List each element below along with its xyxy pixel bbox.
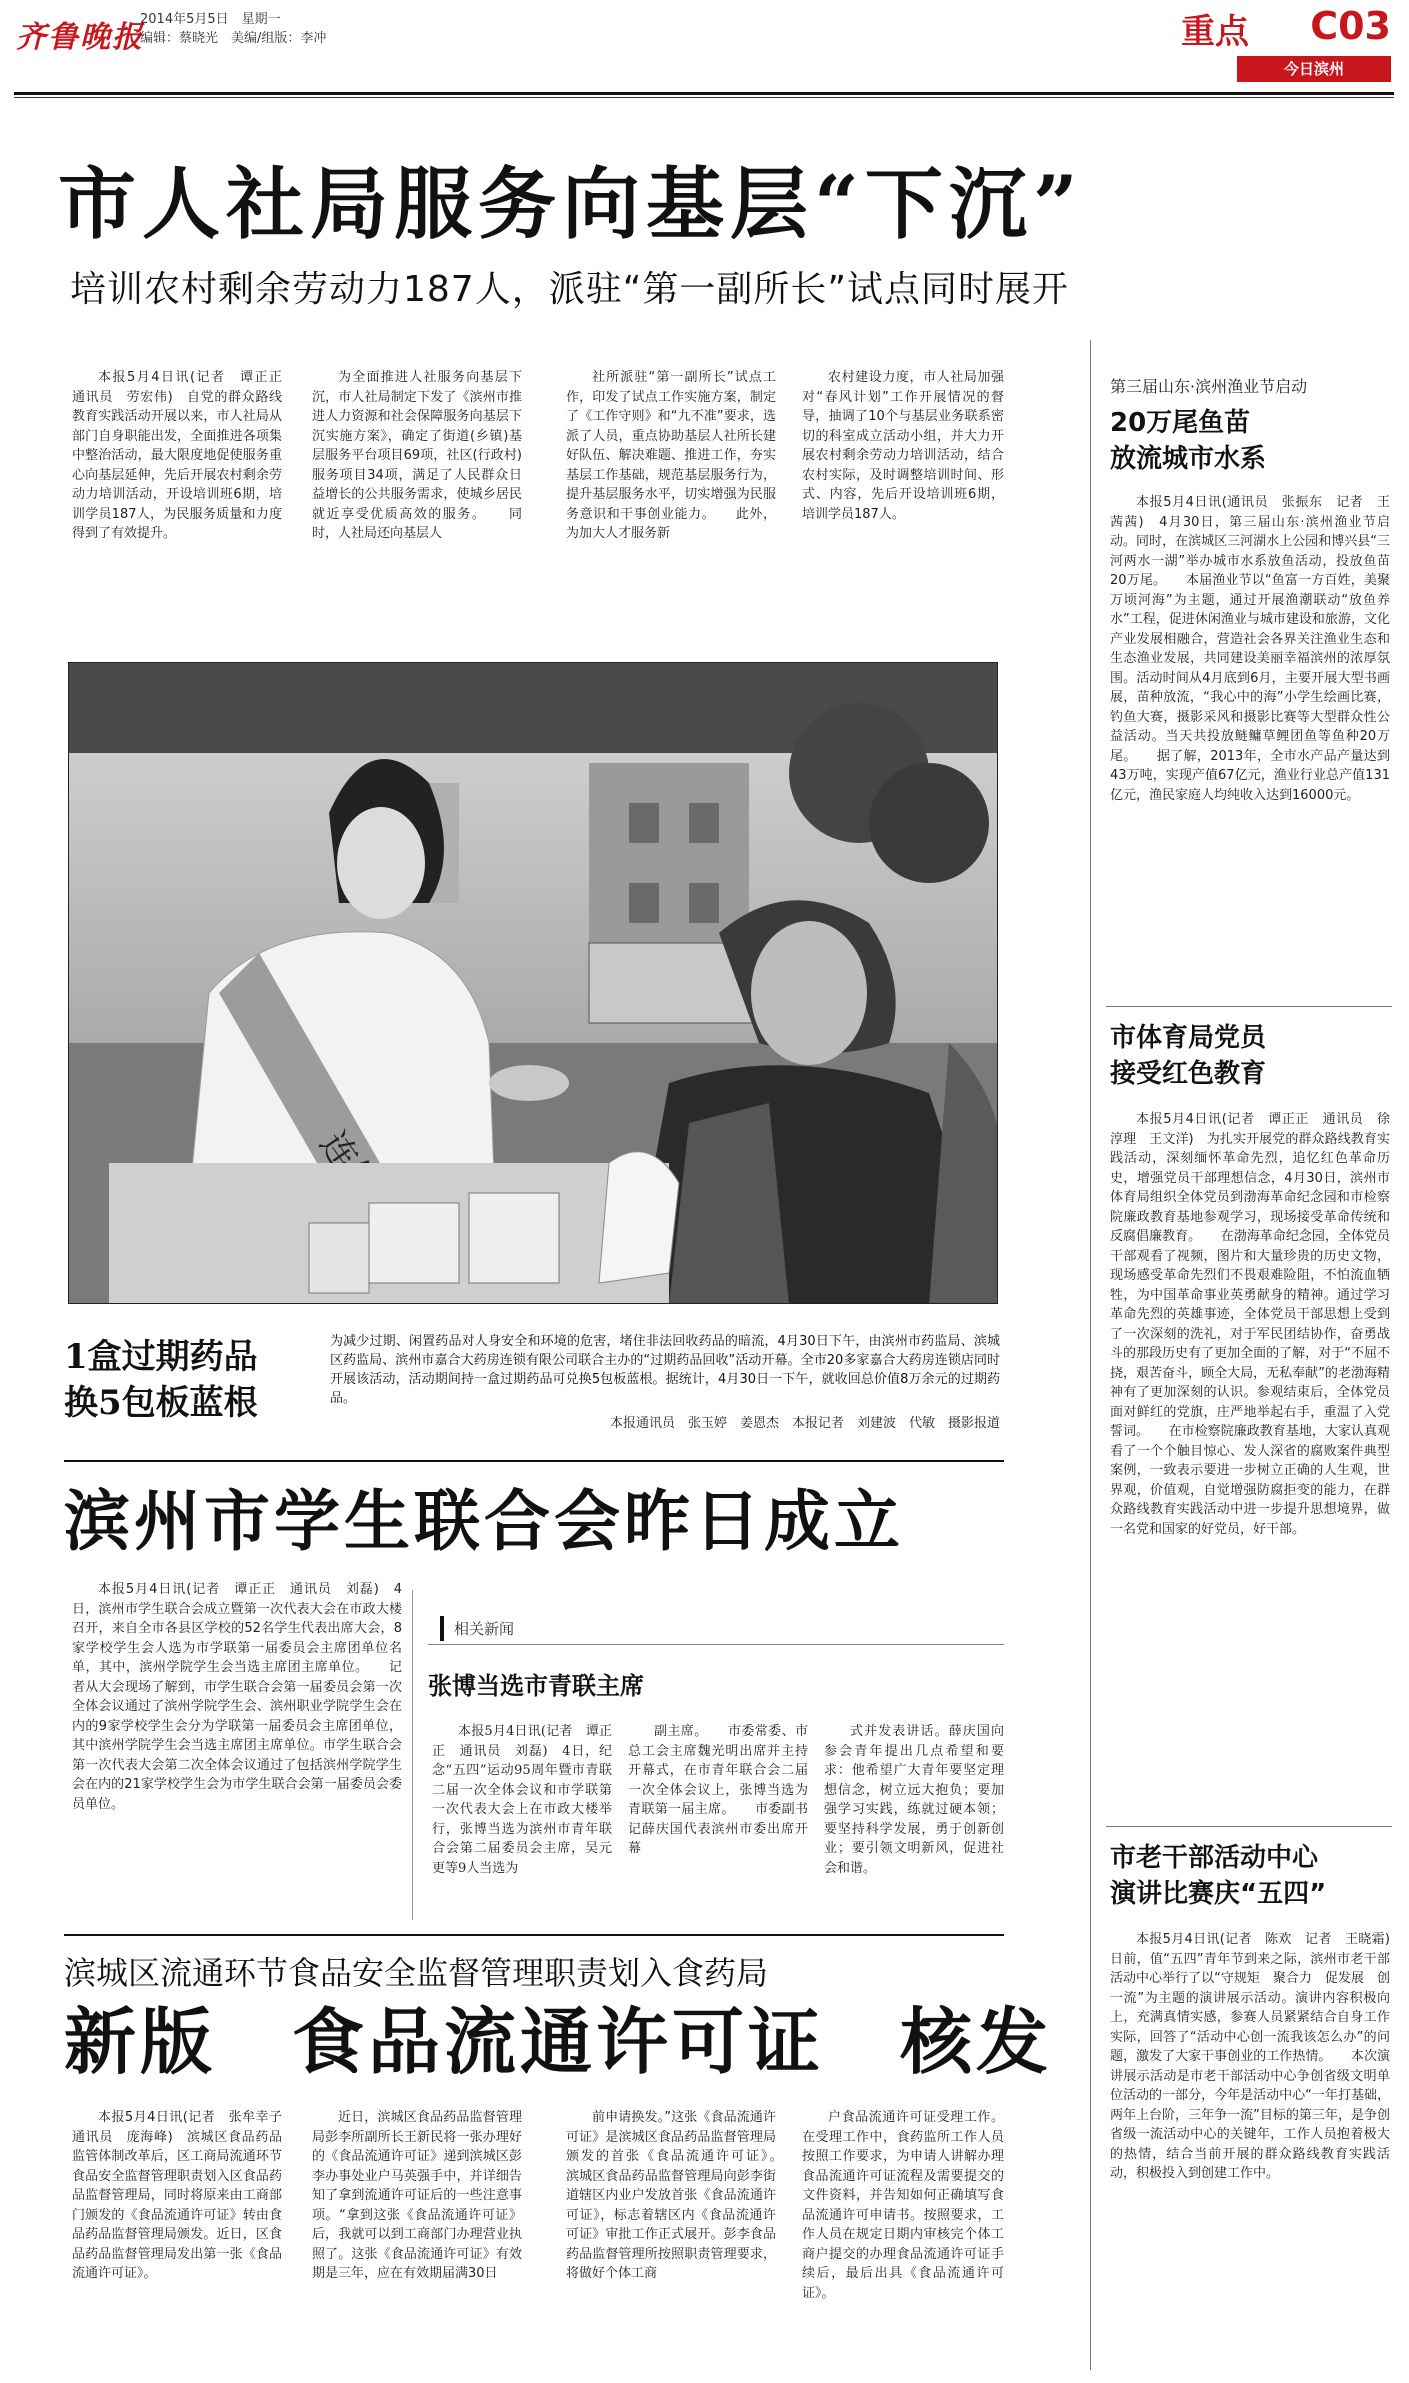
related-paragraph-3: 式并发表讲话。薛庆国向参会青年提出几点希望和要求：他希望广大青年要坚定理想信念，树立远大抱负；要加强学习实践，练就过硬本领；要坚持科学发展，勇于创新创业；要引领文明新风，促进社会和谐。 <box>824 1724 1004 1876</box>
sidebar-story-2 <box>1110 1020 1390 1539</box>
section-divider <box>64 1460 1004 1462</box>
lead-subheadline: 培训农村剩余劳动力187人，派驻“第一副所长”试点同时展开 <box>70 269 1070 310</box>
photo-illustration <box>69 663 998 1304</box>
lead-headline: 市人社局服务向基层“下沉” <box>58 159 1084 250</box>
newspaper-logo: 齐鲁晚报 <box>16 20 144 55</box>
sidebar-3-body <box>1110 1930 1404 2184</box>
story2-paragraph-1: 本报5月4日讯(记者 谭正正 通讯员 刘磊) 4日，滨州市学生联合会成立暨第一次代表大会在市政大楼召开，来自全市各县区学校的52名学生代表出席大会，8家学校学生会人选为市学联第一届委员会主席团单位名单，其中，滨州学院学生会当选主席团主席单位。 记者从大会现场了解到，市学生联合会第一届委员会第一次全体会议通过了滨州学院学生会、滨州职业学院学生会在内的9家学校学生会分为学联第一届委员会主席团单位，其中滨州学院学生会当选主席团主席单位。市学生联合会第一次代表大会第二次全体会议通过了包括滨州学院学生会在内的21家学校学生会为市学生联合会第一届委员会委员单位。 <box>72 1582 402 1812</box>
story3-paragraph-3: 前申请换发。”这张《食品流通许可证》是滨城区食品药品监督管理局颁发的首张《食品流通许可证》。 滨城区食品药品监督管理局向彭李街道辖区内业户发放首张《食品流通许可证》，标志着辖区内《食品流通许可证》审批工作正式展开。彭李食品药品监督管理所按照职责管理要求，将做好个体工商 <box>566 2110 803 2281</box>
column-divider <box>412 1590 413 1920</box>
story3-column-1 <box>72 2108 296 2284</box>
story3-column-2 <box>312 2108 522 2284</box>
story3-paragraph-4: 户食品流通许可证受理工作。在受理工作中，食药监所工作人员按照工作要求，为申请人讲解办理食品流通许可证流程及需要提交的文件资料，并告知如何正确填写食品流通许可申请书。按照要求，工作人员在规定日期内审核完个体工商户提交的办理食品流通许可证手续后，最后出具《食品流通许可证》。 <box>802 2110 1004 2301</box>
subsection-badge: 今日滨州 <box>1237 56 1391 82</box>
story2-headline: 滨州市学生联合会昨日成立 <box>64 1483 904 1560</box>
lead-paragraph-3: 社所派驻“第一副所长”试点工作，印发了试点工作实施方案，制定了《工作守则》和“九不准”要求，选派了人员，重点协助基层人社所长建好队伍、解决难题、推进工作，夯实基层工作基础，规范基层服务行为，提升基层服务水平，切实增强为民服务意识和干事创业能力。 此外，为加大人才服务新 <box>566 370 776 541</box>
story3-kicker: 滨城区流通环节食品安全监督管理职责划入食药局 <box>64 1954 769 1992</box>
story2-column-1 <box>72 1580 402 1814</box>
related-headline: 张博当选市青联主席 <box>428 1672 644 1700</box>
lead-paragraph-2: 为全面推进人社服务向基层下沉，市人社局制定下发了《滨州市推进人力资源和社会保障服务向基层下沉实施方案》，确定了街道(乡镇)基层服务平台项目69项，社区(行政村)服务项目34项，满足了人民群众日益增长的公共服务需求，使城乡居民就近享受优质高效的服务。 同时，人社局还向基层人 <box>312 370 522 541</box>
related-column-3 <box>824 1722 1004 1878</box>
photo-credit: 本报通讯员 张玉婷 姜恩杰 本报记者 刘建波 代敏 摄影报道 <box>609 1416 1000 1431</box>
related-news-label: 相关新闻 <box>440 1616 524 1641</box>
lead-paragraph-4: 农村建设力度，市人社局加强对“春风计划”工作开展情况的督导，抽调了10个与基层业务联系密切的科室成立活动小组，并大力开展农村剩余劳动力培训活动，结合农村实际，及时调整培训时间、形式、内容，先后开设培训班6期，培训学员187人。 <box>802 370 1004 522</box>
photo-caption: 为减少过期、闲置药品对人身安全和环境的危害，堵住非法回收药品的暗流，4月30日下午，由滨州市药监局、滨城区药监局、滨州市嘉合大药房连锁有限公司联合主办的“过期药品回收”活动开幕。全市20多家嘉合大药房连锁店同时开展该活动，活动期间持一盒过期药品可兑换5包板蓝根。据统计，4月30日一下午，就收回总价值8万余元的过期药品。 <box>330 1334 1000 1406</box>
sidebar-1-kicker: 第三届山东·滨州渔业节启动 <box>1110 377 1308 396</box>
editor-credits: 编辑：蔡晓光 美编/组版：李冲 <box>140 31 327 46</box>
sidebar-3-headline: 市老干部活动中心 演讲比赛庆“五四” <box>1110 1843 1327 1909</box>
related-column-1 <box>432 1722 612 1878</box>
lead-column-2 <box>312 368 522 544</box>
sidebar-rule-1 <box>1106 1006 1392 1007</box>
page-number: C03 <box>1310 4 1391 48</box>
story3-paragraph-2: 近日，滨城区食品药品监督管理局彭李所副所长王新民将一张办理好的《食品流通许可证》递到滨城区彭李办事处业户马英强手中，并详细告知了拿到流通许可证后的一些注意事项。“拿到这张《食品流通许可证》后，我就可以到工商部门办理营业执照了。这张《食品流通许可证》有效期是三年，应在有效期届满30日 <box>312 2110 522 2281</box>
header-rule <box>14 92 1394 95</box>
sidebar-2-headline: 市体育局党员 接受红色教育 <box>1110 1023 1267 1089</box>
related-rule <box>428 1644 1004 1645</box>
related-column-2 <box>628 1722 808 1859</box>
section-divider-2 <box>64 1934 1004 1936</box>
sidebar-3-paragraph: 本报5月4日讯(记者 陈欢 记者 王晓霜) 日前，值“五四”青年节到来之际，滨州市老干部活动中心举行了以“守规矩 聚合力 促发展 创一流”为主题的演讲展示活动。演讲内容积极向上，充满真情实感，参赛人员紧紧结合自身工作实际，回答了“活动中心创一流我该怎么办”的问题，激发了大家干事创业的工作热情。 本次演讲展示活动是市老干部活动中心争创省级文明单位活动的一部分，今年是活动中心“一年打基础，两年上台阶，三年争一流”目标的第三年，是争创省级一流活动中心的关键年，工作人员抱着极大的热情，结合当前开展的群众路线教育实践活动，积极投入到创建工作中。 <box>1110 1932 1404 2181</box>
news-photo <box>68 662 998 1304</box>
issue-date: 2014年5月5日 星期一 <box>140 12 281 27</box>
sidebar-1-headline: 20万尾鱼苗 放流城市水系 <box>1110 408 1267 474</box>
lead-column-3 <box>566 368 776 544</box>
related-paragraph-1: 本报5月4日讯(记者 谭正正 通讯员 刘磊) 4日，纪念“五四”运动95周年暨市青联二届一次全体会议和市学联第一次代表大会上在市政大楼举行，张博当选为滨州市青年联合会第二届委员会主席，吴元更等9人当选为 <box>432 1724 612 1876</box>
header-rule-thin <box>14 97 1394 98</box>
story3-paragraph-1: 本报5月4日讯(记者 张牟幸子 通讯员 庞海峰) 滨城区食品药品监管体制改革后，区工商局流通环节食品安全监督管理职责划入区食品药品监督管理局，同时将原来由工商部门颁发的《食品流通许可证》转由食品药品监督管理局颁发。近日，区食品药品监督管理局发出第一张《食品流通许可证》。 <box>72 2110 296 2281</box>
photo-headline: 1盒过期药品 换5包板蓝根 <box>64 1337 258 1423</box>
sidebar-rule-2 <box>1106 1826 1392 1827</box>
story3-column-4 <box>802 2108 1004 2303</box>
sidebar-divider <box>1090 340 1091 2370</box>
sidebar-2-body <box>1110 1110 1390 1539</box>
lead-column-4 <box>802 368 1004 524</box>
story3-headline: 新版 食品流通许可证 核发 <box>64 2000 1053 2084</box>
sidebar-1-paragraph: 本报5月4日讯(通讯员 张振东 记者 王茜茜) 4月30日，第三届山东·滨州渔业节启动。同时，在滨城区三河湖水上公园和博兴县“三河两水一湖”举办城市水系放鱼活动，投放鱼苗20万尾。 本届渔业节以“鱼富一方百姓，美聚万顷河海”为主题，通过开展渔潮联动“放鱼养水”工程，促进休闲渔业与城市建设和旅游，文化产业发展相融合，营造社会各界关注渔业生态和生态渔业发展，共同建设美丽幸福滨州的浓厚氛围。活动时间从4月底到6月，主要开展大型书画展，苗种放流，“我心中的海”小学生绘画比赛，钓鱼大赛，摄影采风和摄影比赛等大型群众性公益活动。当天共投放鲢鳙草鲤团鱼等鱼种20万尾。 据了解，2013年，全市水产品产量达到43万吨，实现产值67亿元，渔业行业总产值131亿元，渔民家庭人均纯收入达到16000元。 <box>1110 495 1390 803</box>
section-label: 重点 <box>1181 12 1249 52</box>
related-paragraph-2: 副主席。 市委常委、市总工会主席魏光明出席并主持开幕式，在市青年联合会二届一次全体会议上，张博当选为青联第一届主席。 市委副书记薛庆国代表滨州市委出席开幕 <box>628 1724 808 1856</box>
sidebar-story-3 <box>1110 1840 1404 2184</box>
sidebar-story-1 <box>1110 374 1390 805</box>
lead-column-1 <box>72 368 296 544</box>
header-meta <box>140 10 326 48</box>
lead-paragraph-1: 本报5月4日讯(记者 谭正正 通讯员 劳宏伟) 自党的群众路线教育实践活动开展以来，市人社局从部门自身职能出发，全面推进各项集中整治活动，最大限度地促使服务重心向基层延伸，先后开展农村剩余劳动力培训活动，开设培训班6期，培训学员187人，为民服务质量和力度得到了有效提升。 <box>72 370 296 541</box>
sidebar-1-body <box>1110 493 1390 805</box>
story3-column-3 <box>566 2108 803 2284</box>
sidebar-2-paragraph: 本报5月4日讯(记者 谭正正 通讯员 徐淳理 王文洋) 为扎实开展党的群众路线教育实践活动，深刻缅怀革命先烈，追忆红色革命历史，增强党员干部理想信念，4月30日，滨州市体育局组织全体党员到渤海革命纪念园和市检察院廉政教育基地参观学习，现场接受革命传统和反腐倡廉教育。 在渤海革命纪念园，全体党员干部观看了视频，图片和大量珍贵的历史文物，现场感受革命先烈们不畏艰难险阻，不怕流血牺牲，为中国革命事业英勇献身的精神。通过学习革命先烈的英雄事迹，全体党员干部思想上受到了一次深刻的洗礼，对于军民团结协作，奋勇战斗的那段历史有了更加全面的了解，对于“不屈不挠，艰苦奋斗，顾全大局，无私奉献”的老渤海精神有了更加深刻的认识。参观结束后，全体党员面对鲜红的党旗，庄严地举起右手，重温了入党誓词。 在市检察院廉政教育基地，大家认真观看了一个个触目惊心、发人深省的腐败案件典型案例，一致表示要进一步树立正确的人生观，世界观，价值观，自觉增强防腐拒变的能力，在群众路线教育实践活动中进一步提升思想境界，做一名党和国家的好党员，好干部。 <box>1110 1112 1390 1537</box>
